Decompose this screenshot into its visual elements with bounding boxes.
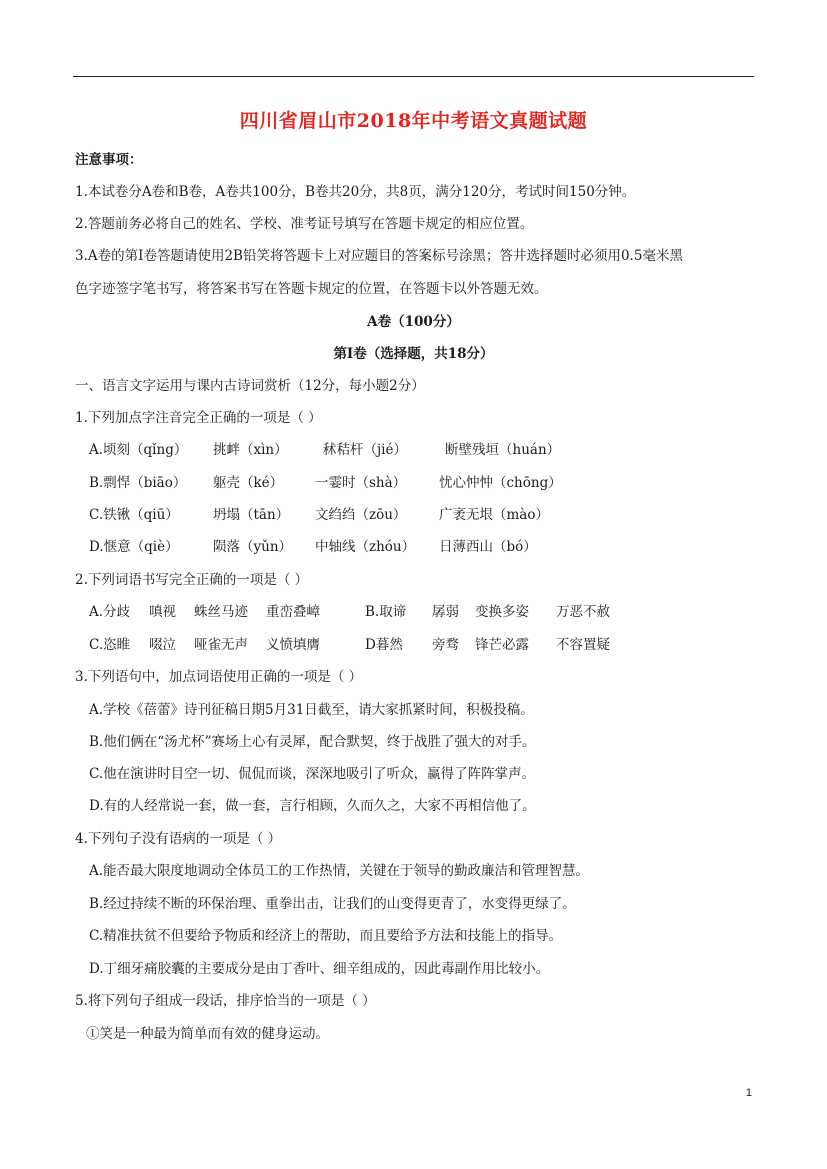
q4-option: C.精准扶贫不但要给予物质和经济上的帮助，而且要给予方法和技能上的指导。 <box>89 928 563 944</box>
q1-option-b <box>89 474 562 492</box>
option-item: 忧心忡忡（chōng） <box>439 475 562 491</box>
q4-option: B.经过持续不断的环保治理、重拳出击，让我们的山变得更青了，水变得更绿了。 <box>89 896 576 912</box>
option-item: 嗔视 <box>149 604 176 620</box>
notice-item: 2.答题前务必将自己的姓名、学校、准考证号填写在答题卡规定的相应位置。 <box>75 216 534 232</box>
option-item: 挑衅（xìn） <box>213 442 288 458</box>
option-item: 蛛丝马迹 <box>194 604 248 620</box>
option-item: 孱弱 <box>432 604 459 620</box>
option-item: B.取谛 <box>365 604 407 620</box>
page-title: 四川省眉山市2018年中考语文真题试题 <box>239 110 588 132</box>
q3-option: A.学校《蓓蕾》诗刊征稿日期5月31日截至，请大家抓紧时间，积极投稿。 <box>89 702 534 718</box>
option-item: 义愤填膺 <box>266 637 320 653</box>
notice-item: 3.A卷的第Ⅰ卷答题请使用2B铅笑将答题卡上对应题目的答案标号涂黑；答井选择题时必须用0.5毫米黑 <box>75 248 683 264</box>
option-item: 万恶不赦 <box>556 604 610 620</box>
option-item: D.惬意（qiè） <box>89 539 179 555</box>
q3-option: C.他在演讲时目空一切、侃侃而谈，深深地吸引了听众，赢得了阵阵掌声。 <box>89 766 536 782</box>
part-one-heading: 第Ⅰ卷（选择题，共18分） <box>333 346 494 362</box>
option-item: A.分歧 <box>89 604 131 620</box>
option-item: 锋芒必露 <box>475 637 529 653</box>
option-item: 重峦叠嶂 <box>266 604 320 620</box>
option-item: 躯壳（ké） <box>213 475 284 491</box>
option-item: D暮然 <box>365 637 403 653</box>
option-item: 啜泣 <box>149 637 176 653</box>
option-item: 一霎时（shà） <box>315 475 407 491</box>
header-rule <box>73 76 754 77</box>
q3-option: D.有的人经常说一套，做一套，言行相顾，久而久之，大家不再相信他了。 <box>89 798 536 814</box>
option-item: 文绉绉（zōu） <box>315 507 407 523</box>
option-item: B.剽悍（biāo） <box>89 475 187 491</box>
notice-item: 1.本试卷分A卷和B卷，A卷共100分，B卷共20分，共8页，满分120分，考试时间150分钟。 <box>75 184 636 200</box>
question-3-stem: 3.下列语句中，加点词语使用正确的一项是（ ） <box>75 669 363 685</box>
q1-option-d <box>89 538 537 556</box>
q1-option-c <box>89 506 549 524</box>
option-item: C.铁锹（qiū） <box>89 507 179 523</box>
q4-option: A.能否最大限度地调动全体员工的工作热情，关键在于领导的勤政廉洁和管理智慧。 <box>89 863 590 879</box>
option-item: 坍塌（tān） <box>213 507 290 523</box>
option-item: A.顷刻（qǐng） <box>89 442 188 458</box>
option-item: C.恣睢 <box>89 637 131 653</box>
option-item: 中轴线（zhóu） <box>315 539 416 555</box>
q5-sentence: ①笑是一种最为简单而有效的健身运动。 <box>86 1026 329 1042</box>
option-item: 秫秸杆（jié） <box>323 442 407 458</box>
page-number: 1 <box>745 1087 752 1099</box>
question-1-stem: 1.下列加点字注音完全正确的一项是（ ） <box>75 410 322 426</box>
q2-options-cd <box>89 636 610 654</box>
notice-heading: 注意事项： <box>75 152 143 168</box>
q2-options-ab <box>89 603 610 621</box>
q1-option-a <box>89 441 560 459</box>
question-4-stem: 4.下列句子没有语病的一项是（ ） <box>75 831 282 847</box>
option-item: 哑雀无声 <box>194 637 248 653</box>
question-5-stem: 5.将下列句子组成一段话，排序恰当的一项是（ ） <box>75 993 376 1009</box>
option-item: 日薄西山（bó） <box>439 539 537 555</box>
q4-option: D.丁细牙痛胶囊的主要成分是由丁香叶、细辛组成的，因此毒副作用比较小。 <box>89 961 550 977</box>
option-item: 旁骛 <box>432 637 459 653</box>
option-item: 变换多姿 <box>475 604 529 620</box>
option-item: 广袤无垠（mào） <box>439 507 549 523</box>
question-2-stem: 2.下列词语书写完全正确的一项是（ ） <box>75 572 309 588</box>
section-a-heading: A卷（100分） <box>367 314 460 330</box>
section-one-title: 一、语言文字运用与课内古诗词赏析（12分，每小题2分） <box>75 378 425 394</box>
option-item: 不容置疑 <box>556 637 610 653</box>
option-item: 断壁残垣（huán） <box>445 442 561 458</box>
notice-item: 色字迹签字笔书写，将答案书写在答题卡规定的位置，在答题卡以外答题无效。 <box>75 281 548 297</box>
q3-option: B.他们俩在“汤尤杯”赛场上心有灵犀，配合默契，终于战胜了强大的对手。 <box>89 734 536 750</box>
option-item: 陨落（yǔn） <box>213 539 293 555</box>
